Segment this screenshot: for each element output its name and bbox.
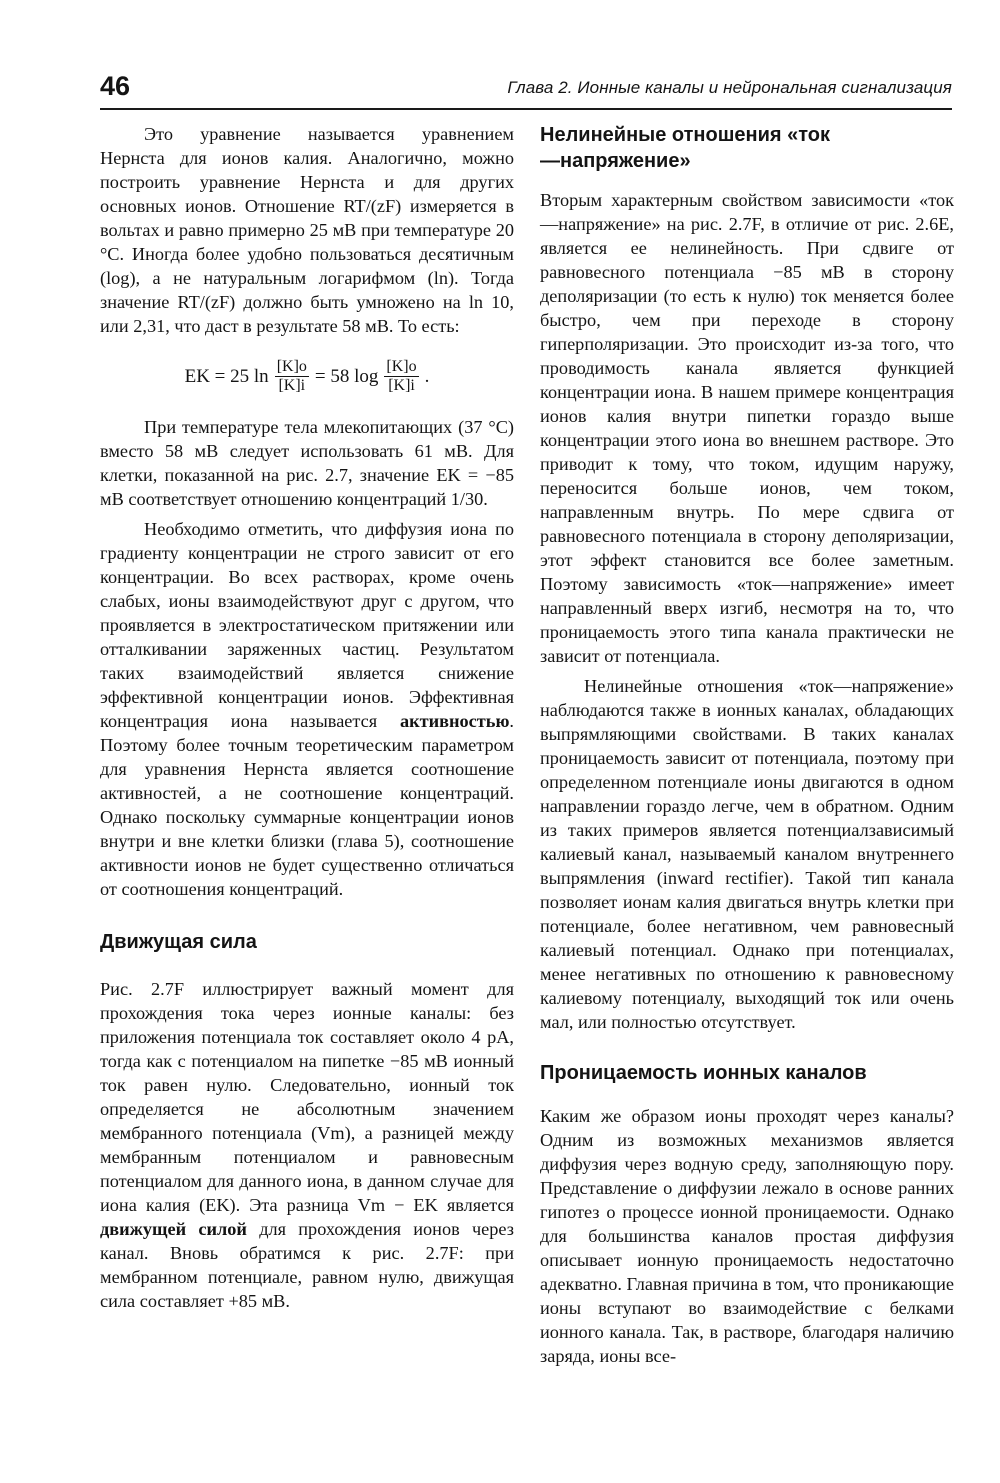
paragraph (100, 517, 514, 901)
fraction (275, 358, 309, 395)
section-heading-nonlinear: Нелинейные отношения «ток—напряжение» (540, 124, 830, 172)
paragraph: Вторым характерным свойством зависимости «ток—напряжение» на рис. 2.7F, в отличие от рис. 2.6E, является ее нелинейность. При сдвиге от равновесного потенциала −85 мВ в сторону деполяризации (то есть к нулю) ток меняется более быстро, чем при переходе в сторону гиперполяризации. Это происходит из-за того, что проводимость канала является функцией концентрации иона. В нашем примере концентрация ионов калия внутри пипетки гораздо выше концентрации этого иона во внешнем растворе. Это приводит к тому, что током, идущим наружу, переносится больше ионов, чем током, направленным внутрь. По мере сдвига от равновесного потенциала в сторону деполяризации, этот эффект становится все более заметным. Поэтому зависимость «ток—напряжение» имеет направленный вверх изгиб, несмотря на то, что проницаемость этого типа канала практически не зависит от потенциала. (540, 190, 954, 666)
equation-middle: = 58 log (314, 365, 379, 387)
paragraph: Каким же образом ионы проходят через каналы? Одним из возможных механизмов является диффузия через водную среду, заполняющую пору. Представление о диффузии лежало в основе ранних гипотез о процессе ионной проницаемости. Однако для большинства каналов простая диффузия описывает ионную проницаемость недостаточно адекватно. Главная причина в том, что проникающие ионы вступают во взаимодействие с белками ионного канала. Так, в растворе, благодаря наличию заряда, ионы все- (540, 1106, 954, 1366)
numerator: [K]o (276, 358, 307, 375)
nernst-equation (100, 358, 514, 395)
running-title: Глава 2. Ионные каналы и нейрональная сигнализация (507, 78, 952, 97)
term-driving-force: движущей силой (100, 1219, 247, 1239)
section-heading-driving-force: Движущая сила (100, 931, 257, 953)
numerator: [K]o (386, 358, 417, 375)
equation-lhs: EK = 25 ln (184, 365, 269, 387)
denominator: [K]i (388, 377, 415, 394)
denominator: [K]i (278, 377, 306, 394)
running-header (100, 68, 952, 110)
fraction (384, 358, 418, 395)
page-number: 46 (100, 71, 131, 101)
paragraph: Это уравнение называется уравнением Нернста для ионов калия. Аналогично, можно построить уравнение Нернста и для других основных ионов. Отношение RT/(zF) измеряется в вольтах и равно примерно 25 мВ при температуре 20 °C. Иногда более удобно пользоваться десятичным (log), а не натуральным логарифмом (ln). Тогда значение RT/(zF) должно быть умножено на ln 10, или 2,31, что даст в результате 58 мВ. То есть: (100, 124, 514, 336)
term-activity: активностью (399, 711, 510, 731)
text-run: для прохождения ионов через канал. Вновь обратимся к рис. 2.7F: при мембранном потенциале, равном нулю, движущая сила составляет +85 мВ. (100, 1219, 514, 1311)
left-column (100, 122, 514, 1313)
section-heading-permeability: Проницаемость ионных каналов (540, 1062, 867, 1084)
paragraph: При температуре тела млекопитающих (37 °C) вместо 58 мВ следует использовать 61 мВ. Для клетки, показанной на рис. 2.7, значение EK = −85 мВ соответствует отношению концентраций 1/30. (100, 417, 514, 509)
text-run: . Поэтому более точным теоретическим параметром для уравнения Нернста является соотношение активностей, а не соотношение концентраций. Однако поскольку суммарные концентрации ионов внутри и вне клетки близки (глава 5), соотношение активности ионов не будет существенно отличаться от соотношения концентраций. (100, 711, 514, 899)
right-column (540, 122, 954, 1368)
paragraph: Нелинейные отношения «ток—напряжение» наблюдаются также в ионных каналах, обладающих выпрямляющими свойствами. В таких каналах проницаемость зависит от потенциала, поэтому при определенном потенциале ионы двигаются в одном направлении гораздо легче, чем в обратном. Одним из таких примеров является потенциалзависимый калиевый канал, называемый каналом внутреннего выпрямления (inward rectifier). Такой тип канала позволяет ионам калия двигаться внутрь клетки при потенциале, более негативном, чем равновесный калиевый потенциал. Однако при потенциалах, менее негативных по отношению к равновесному калиевому потенциалу, выходящий ток или очень мал, или полностью отсутствует. (540, 676, 954, 1032)
text-run: Рис. 2.7F иллюстрирует важный момент для прохождения тока через ионные каналы: без приложения потенциала ток составляет около 4 pA, тогда как с потенциалом на пипетке −85 мВ ионный ток равен нулю. Следовательно, ионный ток определяется не абсолютным значением мембранного потенциала (Vm), а разницей между мембранным потенциалом и равновесным потенциалом для данного иона, в данном случае для иона калия (EK). Эта разница Vm − EK является (100, 979, 514, 1215)
text-run: Необходимо отметить, что диффузия иона по градиенту концентрации не строго зависит от его концентрации. Во всех растворах, кроме очень слабых, ионы взаимодействуют друг с другом, что проявляется в электростатическом притяжении или отталкивании заряженных частиц. Результатом таких взаимодействий является снижение эффективной концентрации ионов. Эффективная концентрация иона называется (100, 519, 514, 731)
equation-end: . (424, 365, 430, 387)
paragraph (100, 977, 514, 1313)
